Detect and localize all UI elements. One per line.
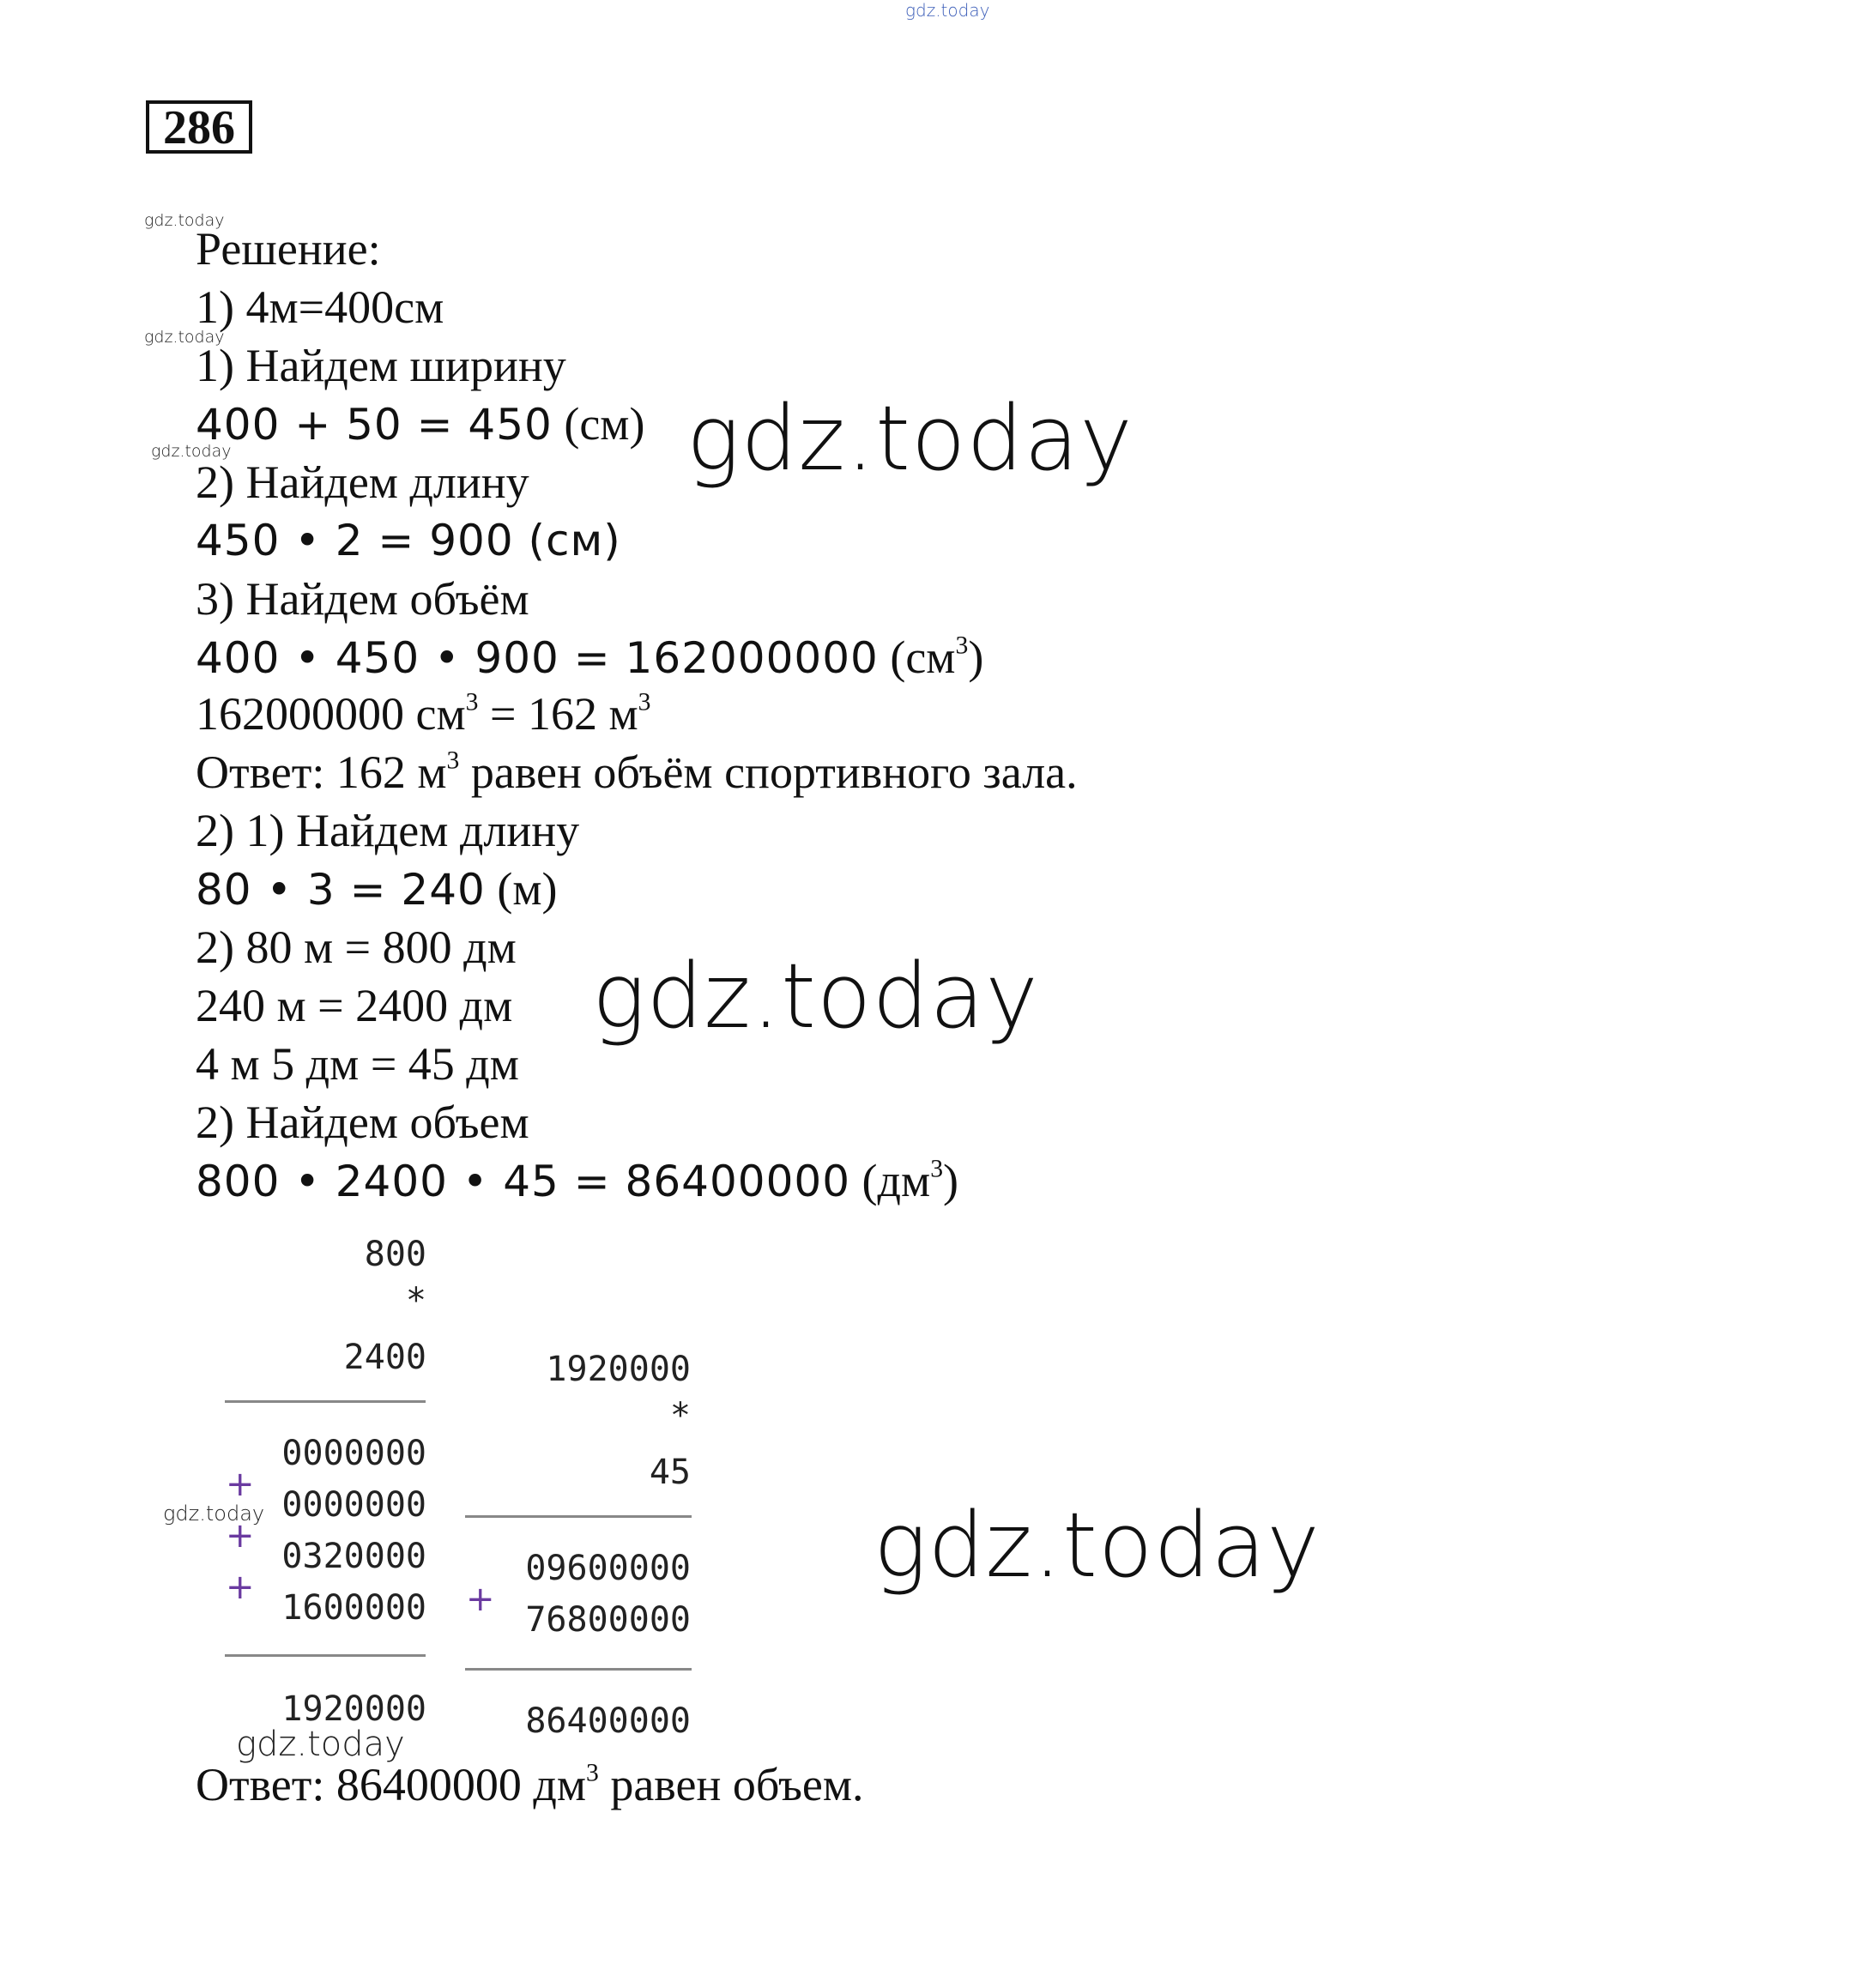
partial-product: 0320000 xyxy=(281,1537,426,1576)
rule-line xyxy=(225,1400,426,1403)
multiply-sign: * xyxy=(405,1281,426,1320)
multiplier: 2400 xyxy=(343,1338,426,1377)
expression-line xyxy=(196,861,557,917)
product-result: 86400000 xyxy=(525,1701,691,1741)
conversion-line: 2) 80 м = 800 дм xyxy=(196,921,517,973)
conversion-line: 240 м = 2400 дм xyxy=(196,980,513,1031)
step-line: 1) 4м=400см xyxy=(196,281,444,333)
expression-line xyxy=(196,396,644,452)
problem-number-box: 286 xyxy=(146,100,252,154)
rule-line xyxy=(465,1668,692,1671)
partial-product: 1600000 xyxy=(281,1588,426,1628)
plus-sign: + xyxy=(466,1580,495,1619)
plus-sign: + xyxy=(226,1516,255,1556)
plus-sign: + xyxy=(226,1465,255,1504)
rule-line xyxy=(225,1654,426,1657)
watermark-small: gdz.today xyxy=(163,1502,265,1526)
partial-product: 0000000 xyxy=(281,1485,426,1525)
watermark-large: gdz.today xyxy=(874,1493,1321,1598)
unit: $(дм^3)$ xyxy=(861,1155,959,1206)
watermark-small: gdz.today xyxy=(144,211,225,230)
watermark-small: gdz.today xyxy=(144,328,225,347)
step-line: 2) Найдем объем xyxy=(196,1097,529,1148)
multiplicand: 1920000 xyxy=(546,1350,691,1389)
expression-line xyxy=(196,630,983,686)
watermark-top: gdz.today xyxy=(905,0,990,21)
product-result: 1920000 xyxy=(281,1689,426,1729)
solution-heading: Решение: xyxy=(196,223,381,275)
partial-product: 09600000 xyxy=(525,1549,691,1588)
conversion-line: 162000000 $см^3 = 162$ $м^3$ xyxy=(196,688,651,740)
expression: 800 • 2400 • 45 = 86400000 xyxy=(196,1157,851,1206)
expression: 400 • 450 • 900 = 162000000 xyxy=(196,633,879,683)
partial-product: 76800000 xyxy=(525,1600,691,1640)
step-line: 3) Найдем объём xyxy=(196,573,529,625)
expression: 400 + 50 = 450 xyxy=(196,400,553,450)
answer-line: Ответ: 162 $м^3$ равен объём спортивного зала. xyxy=(196,746,1078,798)
answer-line: Ответ: 86400000 $дм^3$ равен объем. xyxy=(196,1759,864,1810)
watermark-bottom: gdz.today xyxy=(236,1725,405,1764)
rule-line xyxy=(465,1515,692,1518)
expression-line xyxy=(196,1153,958,1209)
watermark-large: gdz.today xyxy=(592,944,1039,1048)
watermark-large: gdz.today xyxy=(686,386,1133,491)
partial-product: 0000000 xyxy=(281,1434,426,1473)
unit: (см) xyxy=(564,398,645,450)
expression: 80 • 3 = 240 xyxy=(196,865,486,915)
expression-line: 450 • 2 = 900 (см) xyxy=(196,516,621,565)
multiplicand: 800 xyxy=(364,1235,426,1274)
unit: $(см^3)$ xyxy=(890,631,984,683)
plus-sign: + xyxy=(226,1568,255,1607)
step-line: 2) Найдем длину xyxy=(196,456,529,508)
conversion-line: 4 м 5 дм = 45 дм xyxy=(196,1038,519,1090)
multiplier: 45 xyxy=(649,1453,691,1492)
step-line: 2) 1) Найдем длину xyxy=(196,805,580,856)
unit: (м) xyxy=(497,863,558,915)
multiply-sign: * xyxy=(669,1396,691,1435)
step-line: 1) Найдем ширину xyxy=(196,340,566,391)
watermark-small: gdz.today xyxy=(151,442,232,461)
